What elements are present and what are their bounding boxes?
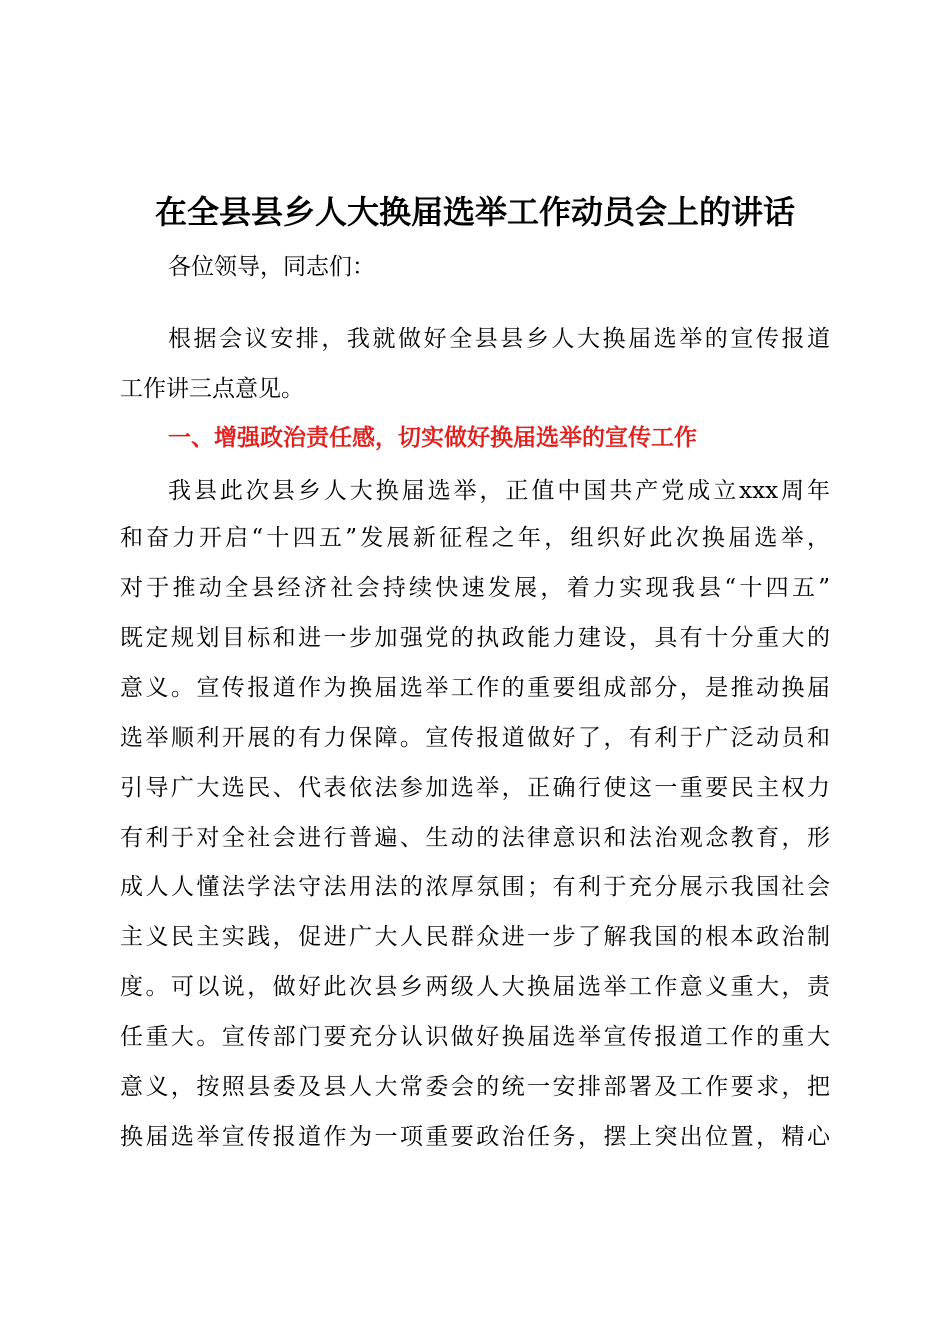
intro-line-2: 工作讲三点意见。	[120, 376, 304, 402]
salutation: 各位领导，同志们：	[168, 254, 375, 280]
section-heading-1: 一、增强政治责任感，切实做好换届选举的宣传工作	[168, 425, 697, 451]
body-line: 意义。宣传报道作为换届选举工作的重要组成部分，是推动换届	[120, 675, 830, 701]
body-line: 既定规划目标和进一步加强党的执政能力建设，具有十分重大的	[120, 625, 830, 651]
body-line: 我县此次县乡人大换届选举，正值中国共产党成立xxx周年	[168, 478, 830, 504]
body-line: 和奋力开启“十四五”发展新征程之年，组织好此次换届选举，	[120, 525, 830, 551]
body-line: 成人人懂法学法守法用法的浓厚氛围；有利于充分展示我国社会	[120, 874, 830, 900]
body-line: 引导广大选民、代表依法参加选举，正确行使这一重要民主权力	[120, 775, 830, 801]
body-line: 任重大。宣传部门要充分认识做好换届选举宣传报道工作的重大	[120, 1024, 830, 1050]
body-line: 度。可以说，做好此次县乡两级人大换届选举工作意义重大，责	[120, 974, 830, 1000]
body-line: 意义，按照县委及县人大常委会的统一安排部署及工作要求，把	[120, 1074, 830, 1100]
document-title: 在全县县乡人大换届选举工作动员会上的讲话	[154, 193, 795, 231]
body-line: 有利于对全社会进行普遍、生动的法律意识和法治观念教育，形	[120, 825, 830, 851]
body-line: 主义民主实践，促进广大人民群众进一步了解我国的根本政治制	[120, 924, 830, 950]
body-line: 选举顺利开展的有力保障。宣传报道做好了，有利于广泛动员和	[120, 725, 830, 751]
intro-line-1: 根据会议安排，我就做好全县县乡人大换届选举的宣传报道	[168, 326, 830, 352]
body-line: 换届选举宣传报道作为一项重要政治任务，摆上突出位置，精心	[120, 1124, 830, 1150]
body-line: 对于推动全县经济社会持续快速发展，着力实现我县“十四五”	[120, 575, 830, 601]
